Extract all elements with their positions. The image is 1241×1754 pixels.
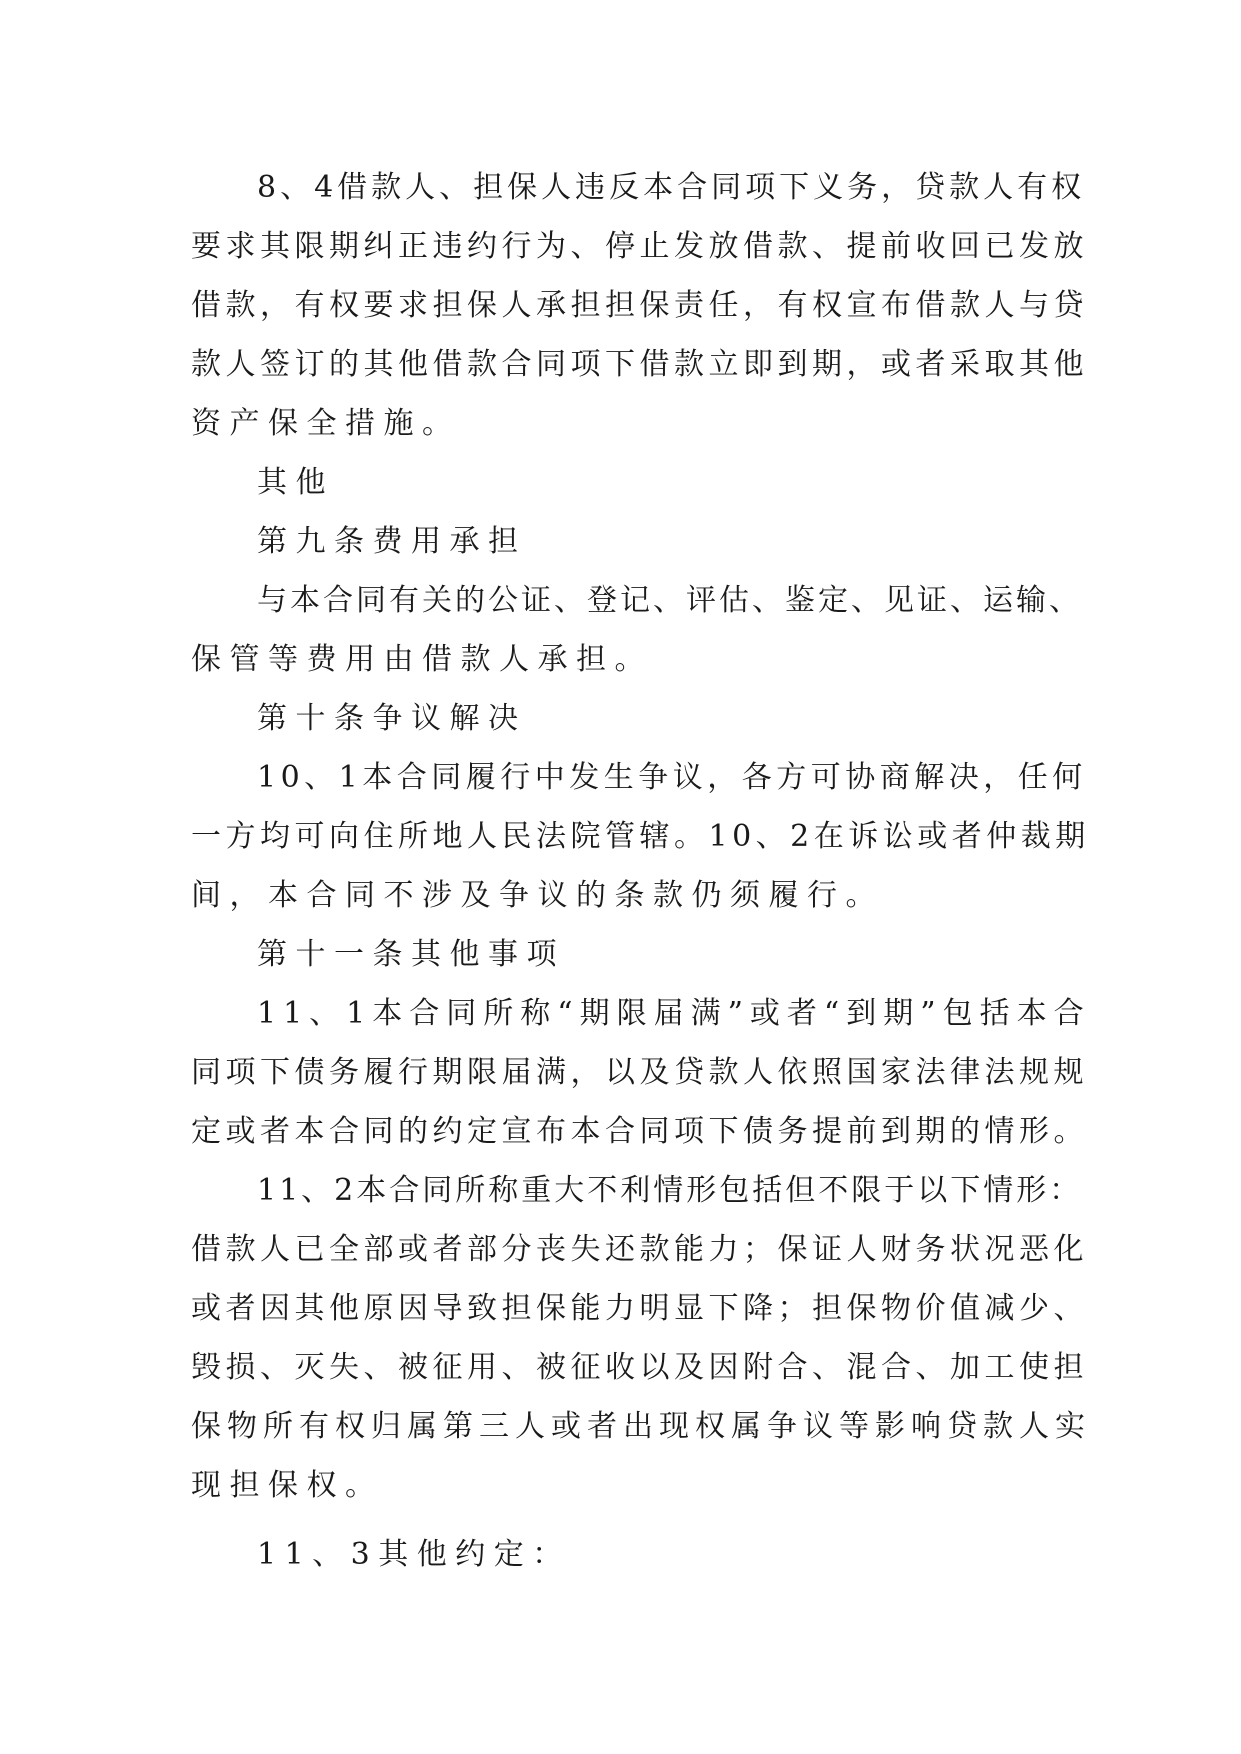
text-line: 借款人已全部或者部分丧失还款能力；保证人财务状况恶化 xyxy=(191,1232,1088,1267)
text-line: 或者因其他原因导致担保能力明显下降；担保物价值减少、 xyxy=(191,1291,1088,1326)
text-line: 毁损、灭失、被征用、被征收以及因附合、混合、加工使担 xyxy=(191,1350,1088,1385)
text-line: 同项下债务履行期限届满，以及贷款人依照国家法律法规规 xyxy=(191,1055,1088,1090)
article-heading: 第十条争议解决 xyxy=(257,701,527,736)
text-line: 定或者本合同的约定宣布本合同项下债务提前到期的情形。 xyxy=(191,1114,1088,1149)
text-line: 8、4借款人、担保人违反本合同项下义务，贷款人有权 xyxy=(257,170,1086,205)
text-line: 11、1本合同所称“期限届满”或者“到期”包括本合 xyxy=(257,996,1091,1031)
text-line: 借款，有权要求担保人承担担保责任，有权宣布借款人与贷 xyxy=(191,288,1088,323)
text-line: 要求其限期纠正违约行为、停止发放借款、提前收回已发放 xyxy=(191,229,1088,264)
section-heading: 其他 xyxy=(257,465,334,500)
text-line: 与本合同有关的公证、登记、评估、鉴定、见证、运输、 xyxy=(257,583,1082,618)
text-line: 保管等费用由借款人承担。 xyxy=(191,642,653,677)
text-line: 10、1本合同履行中发生争议，各方可协商解决，任何 xyxy=(257,760,1087,795)
text-line: 11、2本合同所称重大不利情形包括但不限于以下情形： xyxy=(257,1173,1083,1208)
text-line: 一方均可向住所地人民法院管辖。10、2在诉讼或者仲裁期 xyxy=(191,819,1090,854)
text-line: 资产保全措施。 xyxy=(191,406,461,441)
text-line: 间，本合同不涉及争议的条款仍须履行。 xyxy=(191,878,884,913)
text-line: 保物所有权归属第三人或者出现权属争议等影响贷款人实 xyxy=(191,1409,1091,1444)
text-line: 现担保权。 xyxy=(191,1468,384,1503)
text-line: 款人签订的其他借款合同项下借款立即到期，或者采取其他 xyxy=(191,347,1088,382)
article-heading: 第九条费用承担 xyxy=(257,524,527,559)
text-line: 11、3其他约定： xyxy=(257,1537,571,1572)
article-heading: 第十一条其他事项 xyxy=(257,937,565,972)
